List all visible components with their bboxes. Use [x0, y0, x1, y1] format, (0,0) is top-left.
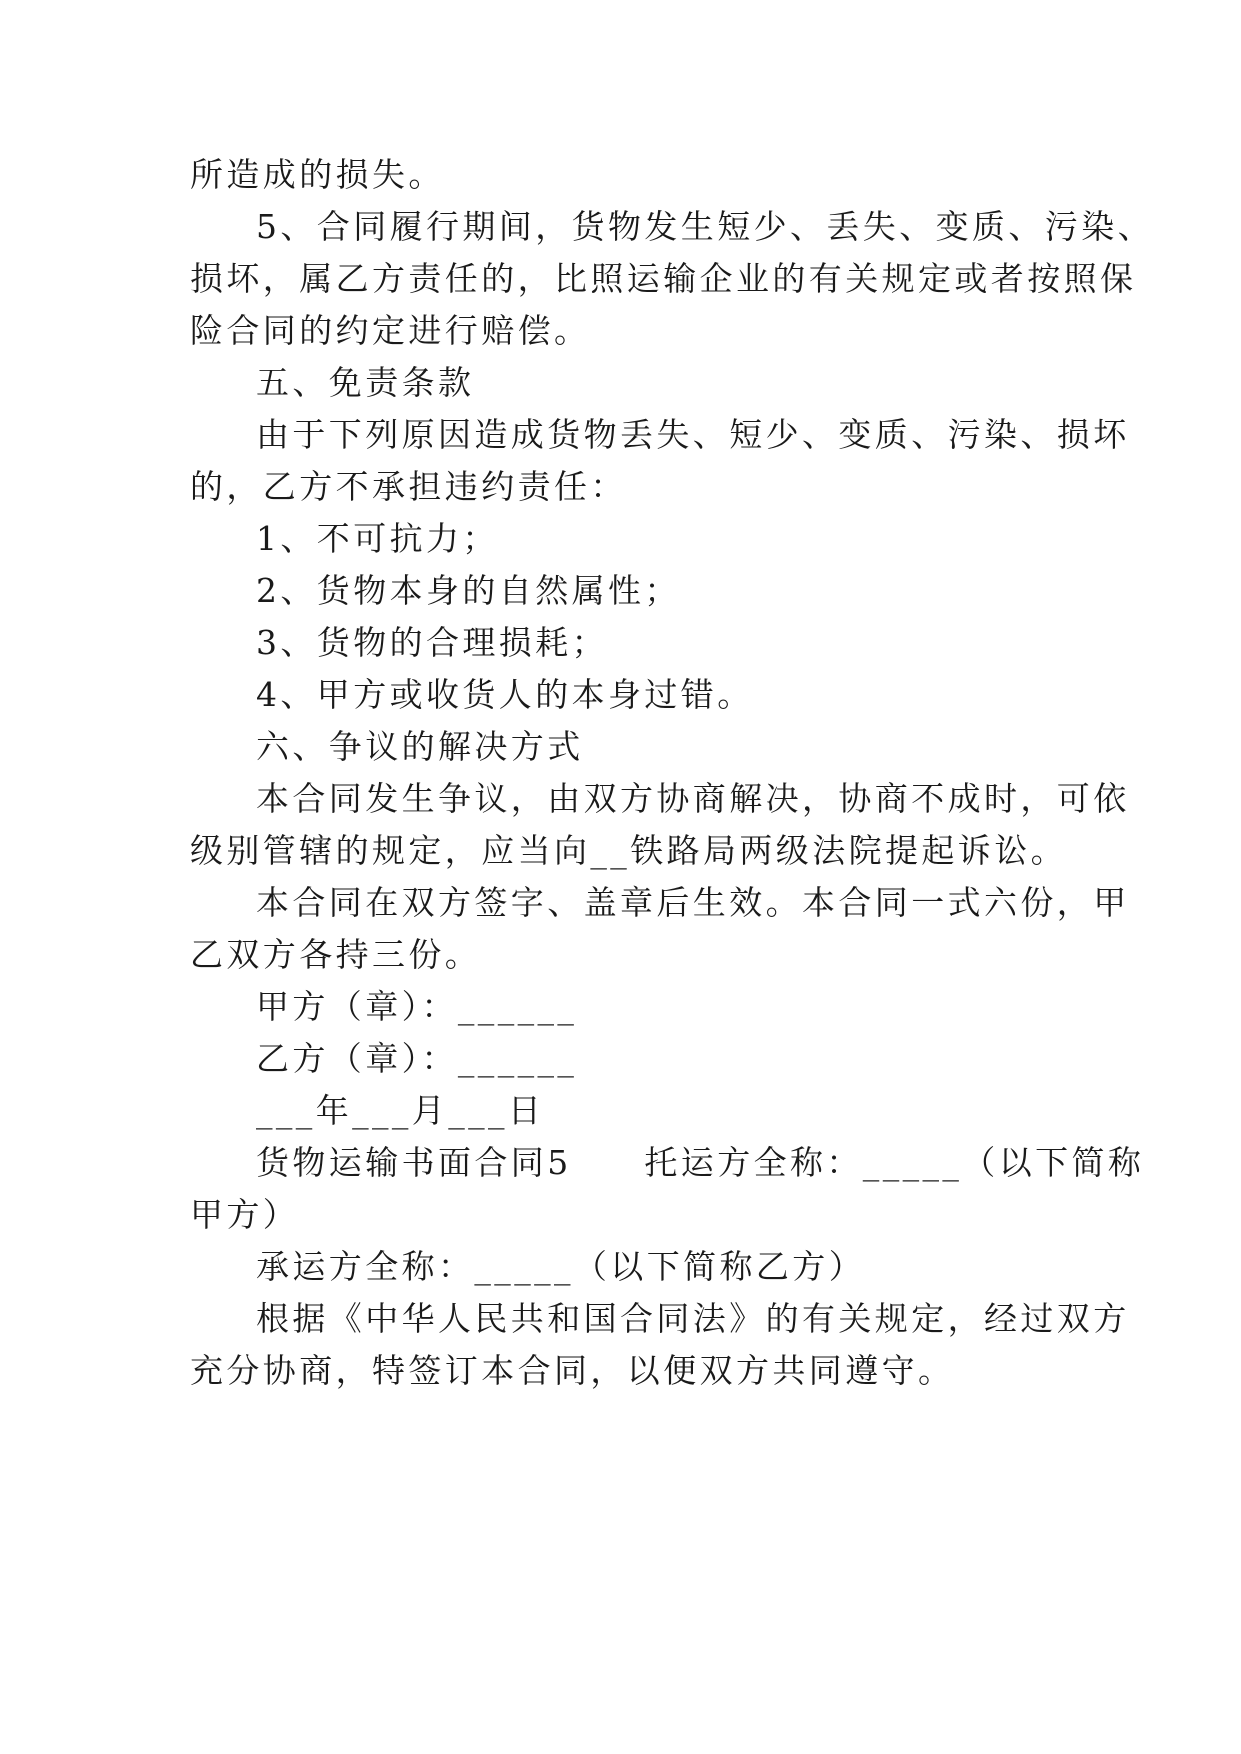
text-line: 根据《中华人民共和国合同法》的有关规定，经过双方	[256, 1299, 1130, 1338]
text-line: 承运方全称：_____（以下简称乙方）	[256, 1247, 866, 1286]
list-item: 1、不可抗力；	[256, 519, 499, 558]
date-line: ___年___月___日	[256, 1091, 545, 1130]
text-line: 的，乙方不承担违约责任：	[190, 467, 627, 506]
text-line: 本合同在双方签字、盖章后生效。本合同一式六份，甲	[256, 883, 1130, 922]
text-line: 甲方）	[190, 1195, 300, 1234]
section-heading: 五、免责条款	[256, 363, 475, 402]
signature-line-party-a: 甲方（章）：______	[256, 987, 578, 1026]
text-line: 货物运输书面合同5 托运方全称：_____（以下简称	[256, 1143, 1145, 1182]
signature-line-party-b: 乙方（章）：______	[256, 1039, 578, 1078]
list-item: 4、甲方或收货人的本身过错。	[256, 675, 754, 714]
section-heading: 六、争议的解决方式	[256, 727, 584, 766]
text-line: 险合同的约定进行赔偿。	[190, 311, 591, 350]
text-line: 损坏，属乙方责任的，比照运输企业的有关规定或者按照保	[190, 259, 1137, 298]
text-line: 本合同发生争议，由双方协商解决，协商不成时，可依	[256, 779, 1130, 818]
text-line: 所造成的损失。	[190, 155, 445, 194]
text-line: 由于下列原因造成货物丢失、短少、变质、污染、损坏	[256, 415, 1130, 454]
text-line: 乙双方各持三份。	[190, 935, 482, 974]
list-item: 3、货物的合理损耗；	[256, 623, 608, 662]
text-line: 5、合同履行期间，货物发生短少、丢失、变质、污染、	[256, 207, 1154, 246]
text-line: 级别管辖的规定，应当向__铁路局两级法院提起诉讼。	[190, 831, 1067, 870]
text-line: 充分协商，特签订本合同，以便双方共同遵守。	[190, 1351, 955, 1390]
list-item: 2、货物本身的自然属性；	[256, 571, 681, 610]
